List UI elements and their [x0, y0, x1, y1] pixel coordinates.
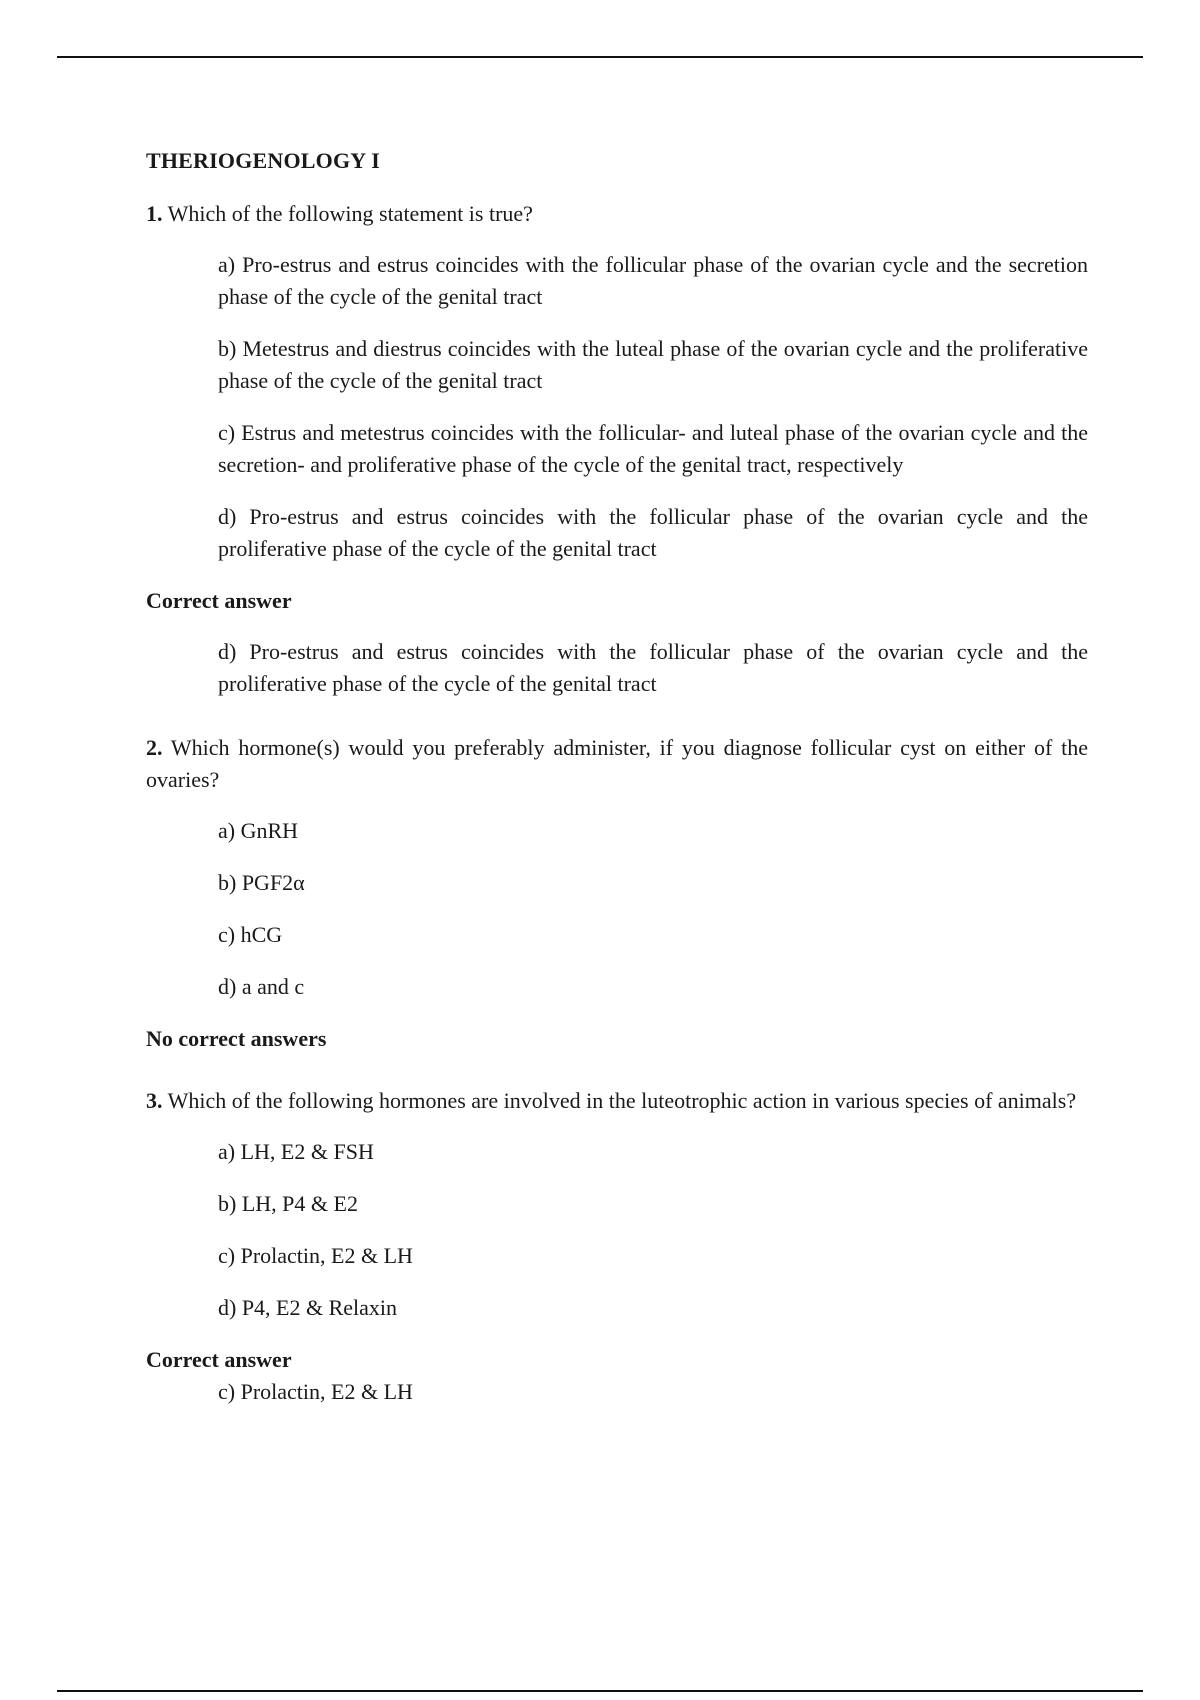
question-number: 3.	[146, 1088, 163, 1113]
question-text: Which of the following hormones are involved in the luteotrophic action in various species of animals?	[167, 1088, 1077, 1113]
option-1d: d) Pro-estrus and estrus coincides with the follicular phase of the ovarian cycle and the proliferative phase of the cycle of the genital tract	[218, 504, 1088, 561]
option-1a: a) Pro-estrus and estrus coincides with the follicular phase of the ovarian cycle and the secretion phase of the cycle of the genital tract	[218, 252, 1088, 309]
bottom-rule	[57, 1690, 1143, 1692]
option-1c: c) Estrus and metestrus coincides with the follicular- and luteal phase of the ovarian cycle and the secretion- and proliferative phase of the cycle of the genital tract, respectively	[218, 420, 1088, 477]
answer-3: c) Prolactin, E2 & LH	[218, 1379, 413, 1404]
question-2	[146, 732, 1088, 796]
option-3c: c) Prolactin, E2 & LH	[218, 1243, 413, 1268]
document-body	[146, 145, 1088, 1440]
question-number: 1.	[146, 201, 163, 226]
question-number: 2.	[146, 735, 163, 760]
option-3d: d) P4, E2 & Relaxin	[218, 1295, 398, 1320]
answer-label-3: Correct answer	[146, 1347, 292, 1372]
option-2b: b) PGF2α	[218, 870, 305, 895]
option-2a: a) GnRH	[218, 818, 299, 843]
option-2c: c) hCG	[218, 922, 283, 947]
top-rule	[57, 56, 1143, 58]
answer-label-1: Correct answer	[146, 588, 292, 613]
option-3a: a) LH, E2 & FSH	[218, 1139, 374, 1164]
question-3	[146, 1085, 1088, 1117]
question-1	[146, 198, 1088, 230]
option-2d: d) a and c	[218, 974, 305, 999]
question-text: Which hormone(s) would you preferably administer, if you diagnose follicular cyst on either of the ovaries?	[146, 735, 1088, 792]
answer-label-2: No correct answers	[146, 1026, 327, 1051]
document-title: THERIOGENOLOGY I	[146, 148, 381, 173]
question-text: Which of the following statement is true?	[167, 201, 533, 226]
option-3b: b) LH, P4 & E2	[218, 1191, 358, 1216]
answer-1: d) Pro-estrus and estrus coincides with the follicular phase of the ovarian cycle and the proliferative phase of the cycle of the genital tract	[218, 639, 1088, 696]
option-1b: b) Metestrus and diestrus coincides with the luteal phase of the ovarian cycle and the proliferative phase of the cycle of the genital tract	[218, 336, 1088, 393]
